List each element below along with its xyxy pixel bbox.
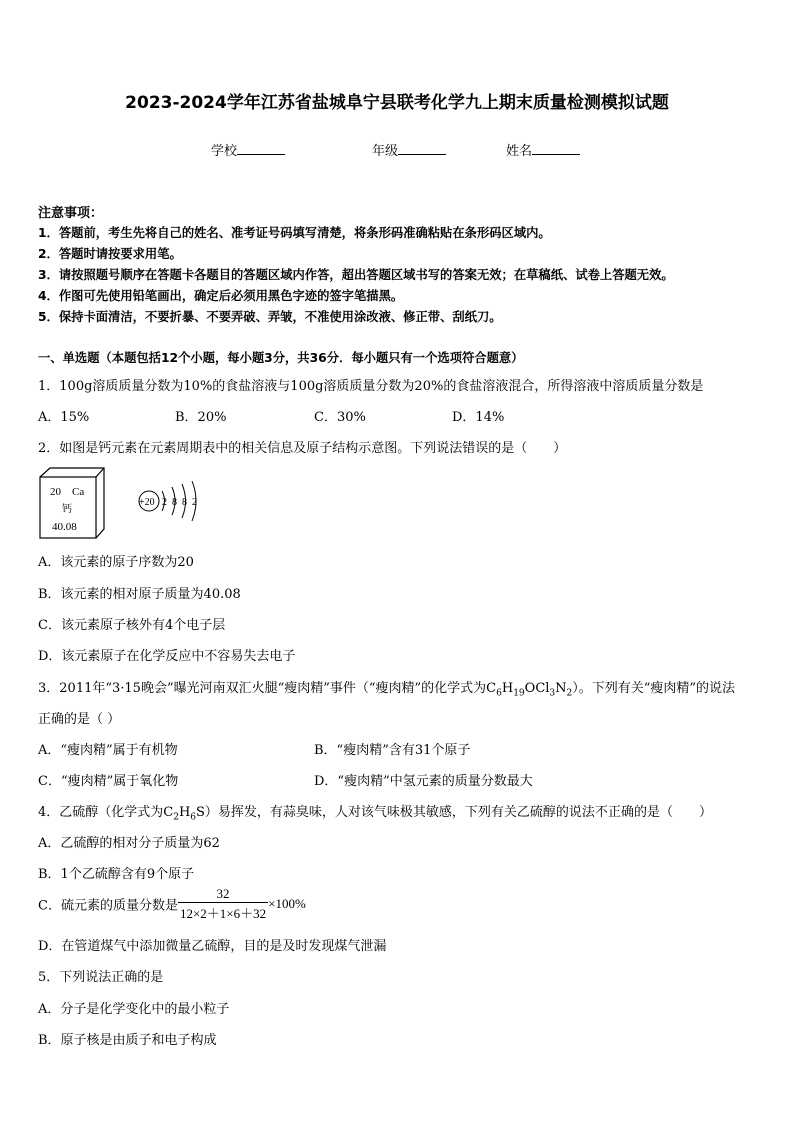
name-label: 姓名 [506,144,533,159]
school-label: 学校 [211,144,238,159]
question-3-stem [38,677,735,699]
note-item: 1．答题前，考生先将自己的姓名、准考证号码填写清楚，将条形码准确粘贴在条形码区域内。 [38,226,551,240]
grade-label: 年级 [372,144,399,159]
formula-part: H [178,805,191,820]
note-item: 2．答题时请按要求用笔。 [38,247,182,261]
q3-stem-text: ）。下列有关“瘦肉精”的说法 [572,681,736,696]
calcium-figure [38,466,208,542]
subscript: 2 [173,812,179,823]
note-item: 4．作图可先使用铅笔画出，确定后必须用黑色字迹的签字笔描黑。 [38,289,404,303]
q4-option-d: D．在管道煤气中添加微量乙硫醇，目的是及时发现煤气泄漏 [38,939,387,954]
formula-part: OCl [524,681,550,696]
q3-option-d: D．“瘦肉精”中氢元素的质量分数最大 [314,774,533,789]
notes-heading: 注意事项： [38,206,104,221]
q5-option-a: A．分子是化学变化中的最小粒子 [38,1002,230,1017]
subscript: 19 [513,688,525,699]
mass-fraction [178,886,268,922]
q4-option-a: A．乙硫醇的相对分子质量为62 [38,836,220,851]
subscript: 6 [190,812,197,823]
name-blank [532,142,580,155]
q2-option-c: C．该元素原子核外有4个电子层 [38,618,226,633]
atomic-number: 20 [50,486,61,498]
q1-option-b: B．20% [175,410,227,425]
periodic-table-cell [40,468,104,538]
question-4-stem [38,801,712,823]
section-heading: 一、单选题（本题包括12个小题，每小题3分，共36分．每小题只有一个选项符合题意） [38,351,524,365]
q4-stem-text: 4．乙硫醇（化学式为C [38,805,174,820]
question-3-stem-line2: 正确的是（ ） [38,712,121,727]
shell-count: 2 [192,497,197,508]
grade-blank [398,142,446,155]
q1-option-d: D．14% [452,410,505,425]
fraction-denominator: 12×2＋1×6＋32 [178,902,268,922]
q4-option-c-suffix: ×100% [268,896,306,911]
subscript: 3 [549,688,556,699]
q2-option-a: A．该元素的原子序数为20 [38,555,194,570]
q4-stem-text: S）易挥发，有蒜臭味，人对该气味极其敏感，下列有关乙硫醇的说法不正确的是（ ） [196,805,712,820]
nucleus-charge: +20 [139,497,155,508]
name-field [506,140,580,159]
atom-structure-diagram [139,481,197,521]
q1-option-a: A．15% [38,410,90,425]
subscript: 6 [496,688,502,699]
q2-option-b: B．该元素的相对原子质量为40.08 [38,587,241,602]
page-title: 2023-2024学年江苏省盐城阜宁县联考化学九上期末质量检测模拟试题 [125,93,669,113]
formula-part: N [555,681,567,696]
q3-option-a: A．“瘦肉精”属于有机物 [38,743,178,758]
q3-option-b: B．“瘦肉精”含有31个原子 [314,743,471,758]
q3-option-c: C．“瘦肉精”属于氧化物 [38,774,179,789]
fraction-numerator: 32 [216,886,230,901]
q5-option-b: B．原子核是由质子和电子构成 [38,1033,217,1048]
note-item: 5．保持卡面清洁，不要折暴、不要弄破、弄皱，不准使用涂改液、修正带、刮纸刀。 [38,310,502,324]
question-5-stem: 5．下列说法正确的是 [38,970,164,985]
school-blank [237,142,285,155]
q1-option-c: C．30% [314,410,366,425]
grade-field [372,140,446,159]
q4-option-b: B．1个乙硫醇含有9个原子 [38,867,195,882]
question-1-stem: 1．100g溶质质量分数为10%的食盐溶液与100g溶质质量分数为20%的食盐溶液混合，所得溶液中溶质质量分数是 [38,379,704,394]
q3-stem-text: 3．2011年“3·15晚会”曝光河南双汇火腿“瘦肉精”事件（“瘦肉精”的化学式为C [38,681,497,696]
shell-count: 2 [162,497,167,508]
shell-count: 8 [182,497,187,508]
school-field [211,140,285,159]
q2-option-d: D．该元素原子在化学反应中不容易失去电子 [38,649,296,664]
q4-option-c-text: C．硫元素的质量分数是 [38,898,178,914]
element-name: 钙 [62,504,72,515]
note-item: 3．请按照题号顺序在答题卡各题目的答题区域内作答，超出答题区域书写的答案无效；在草稿纸、试卷上答题无效。 [38,268,674,282]
question-2-stem: 2．如图是钙元素在元素周期表中的相关信息及原子结构示意图。下列说法错误的是（ ） [38,441,567,456]
shell-count: 8 [172,497,177,508]
q4-option-c [38,886,306,922]
atomic-mass: 40.08 [52,521,77,533]
subscript: 2 [566,688,573,699]
element-symbol: Ca [72,486,85,498]
formula-part: H [501,681,514,696]
